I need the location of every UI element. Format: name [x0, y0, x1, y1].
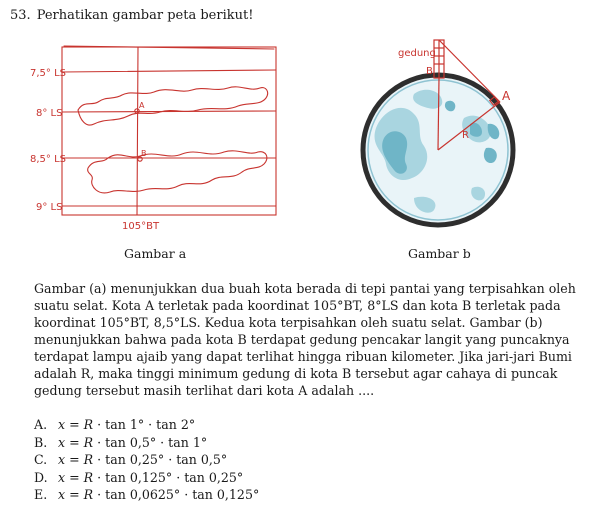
- label-city-b: B: [141, 149, 147, 158]
- option-e[interactable]: [34, 486, 259, 504]
- option-formula: x = R · tan 0,25° · tan 0,5°: [58, 452, 228, 467]
- option-letter: E.: [34, 487, 48, 502]
- coastline-north: [78, 87, 268, 125]
- lon-line-105: [137, 47, 138, 215]
- caption-figure-b: Gambar b: [408, 246, 471, 261]
- label-lon-105: 105°BT: [122, 221, 160, 232]
- label-lat-85: 8,5° LS: [30, 154, 67, 165]
- option-c[interactable]: [34, 451, 259, 469]
- option-letter: C.: [34, 452, 48, 467]
- answer-options: [34, 416, 259, 504]
- label-gedung: gedung: [398, 48, 436, 59]
- question-prompt: Perhatikan gambar peta berikut!: [36, 8, 254, 23]
- caption-figure-a: Gambar a: [124, 246, 187, 261]
- question-paragraph: Gambar (a) menunjukkan dua buah kota berada di tepi pantai yang terpisahkan oleh suatu selat. Kota A terletak pada koordinat 105°BT, 8°LS dan kota B terletak pada koordinat 105°BT, 8,5°LS. Kedua kota terpisahkan oleh suatu selat. Gambar (b) menunjukkan bahwa pada kota B terdapat gedung pencakar langit yang puncaknya terdapat lampu ajaib yang dapat terlihat hingga ribuan kilometer. Jika jari-jari Bumi adalah R, maka tinggi minimum gedung di kota B tersebut agar cahaya di puncak gedung tersebut masih terlihat dari kota A adalah ....: [34, 281, 576, 398]
- lat-line-75: [62, 70, 276, 72]
- question-header: [10, 8, 253, 23]
- option-formula: x = R · tan 0,0625° · tan 0,125°: [58, 487, 260, 502]
- option-letter: D.: [34, 469, 48, 485]
- label-globe-a: A: [502, 89, 511, 103]
- option-formula: x = R · tan 0,5° · tan 1°: [58, 434, 208, 450]
- option-b[interactable]: [34, 434, 259, 452]
- label-radius: R: [462, 130, 469, 141]
- label-globe-b: B: [426, 66, 433, 77]
- option-formula: x = R · tan 0,125° · tan 0,25°: [58, 469, 244, 485]
- figure-a-map: [28, 40, 288, 235]
- question-number: 53.: [10, 8, 31, 23]
- coastline-south: [88, 151, 267, 193]
- option-formula: x = R · tan 1° · tan 2°: [58, 417, 196, 432]
- option-d[interactable]: [34, 469, 259, 487]
- label-lat-8: 8° LS: [36, 108, 63, 119]
- figure-b-globe: [354, 38, 524, 228]
- label-lat-75: 7,5° LS: [30, 68, 67, 79]
- label-city-a: A: [139, 101, 145, 110]
- option-a[interactable]: [34, 416, 259, 434]
- option-letter: B.: [34, 434, 48, 450]
- label-lat-9: 9° LS: [36, 202, 63, 213]
- option-letter: A.: [34, 417, 48, 432]
